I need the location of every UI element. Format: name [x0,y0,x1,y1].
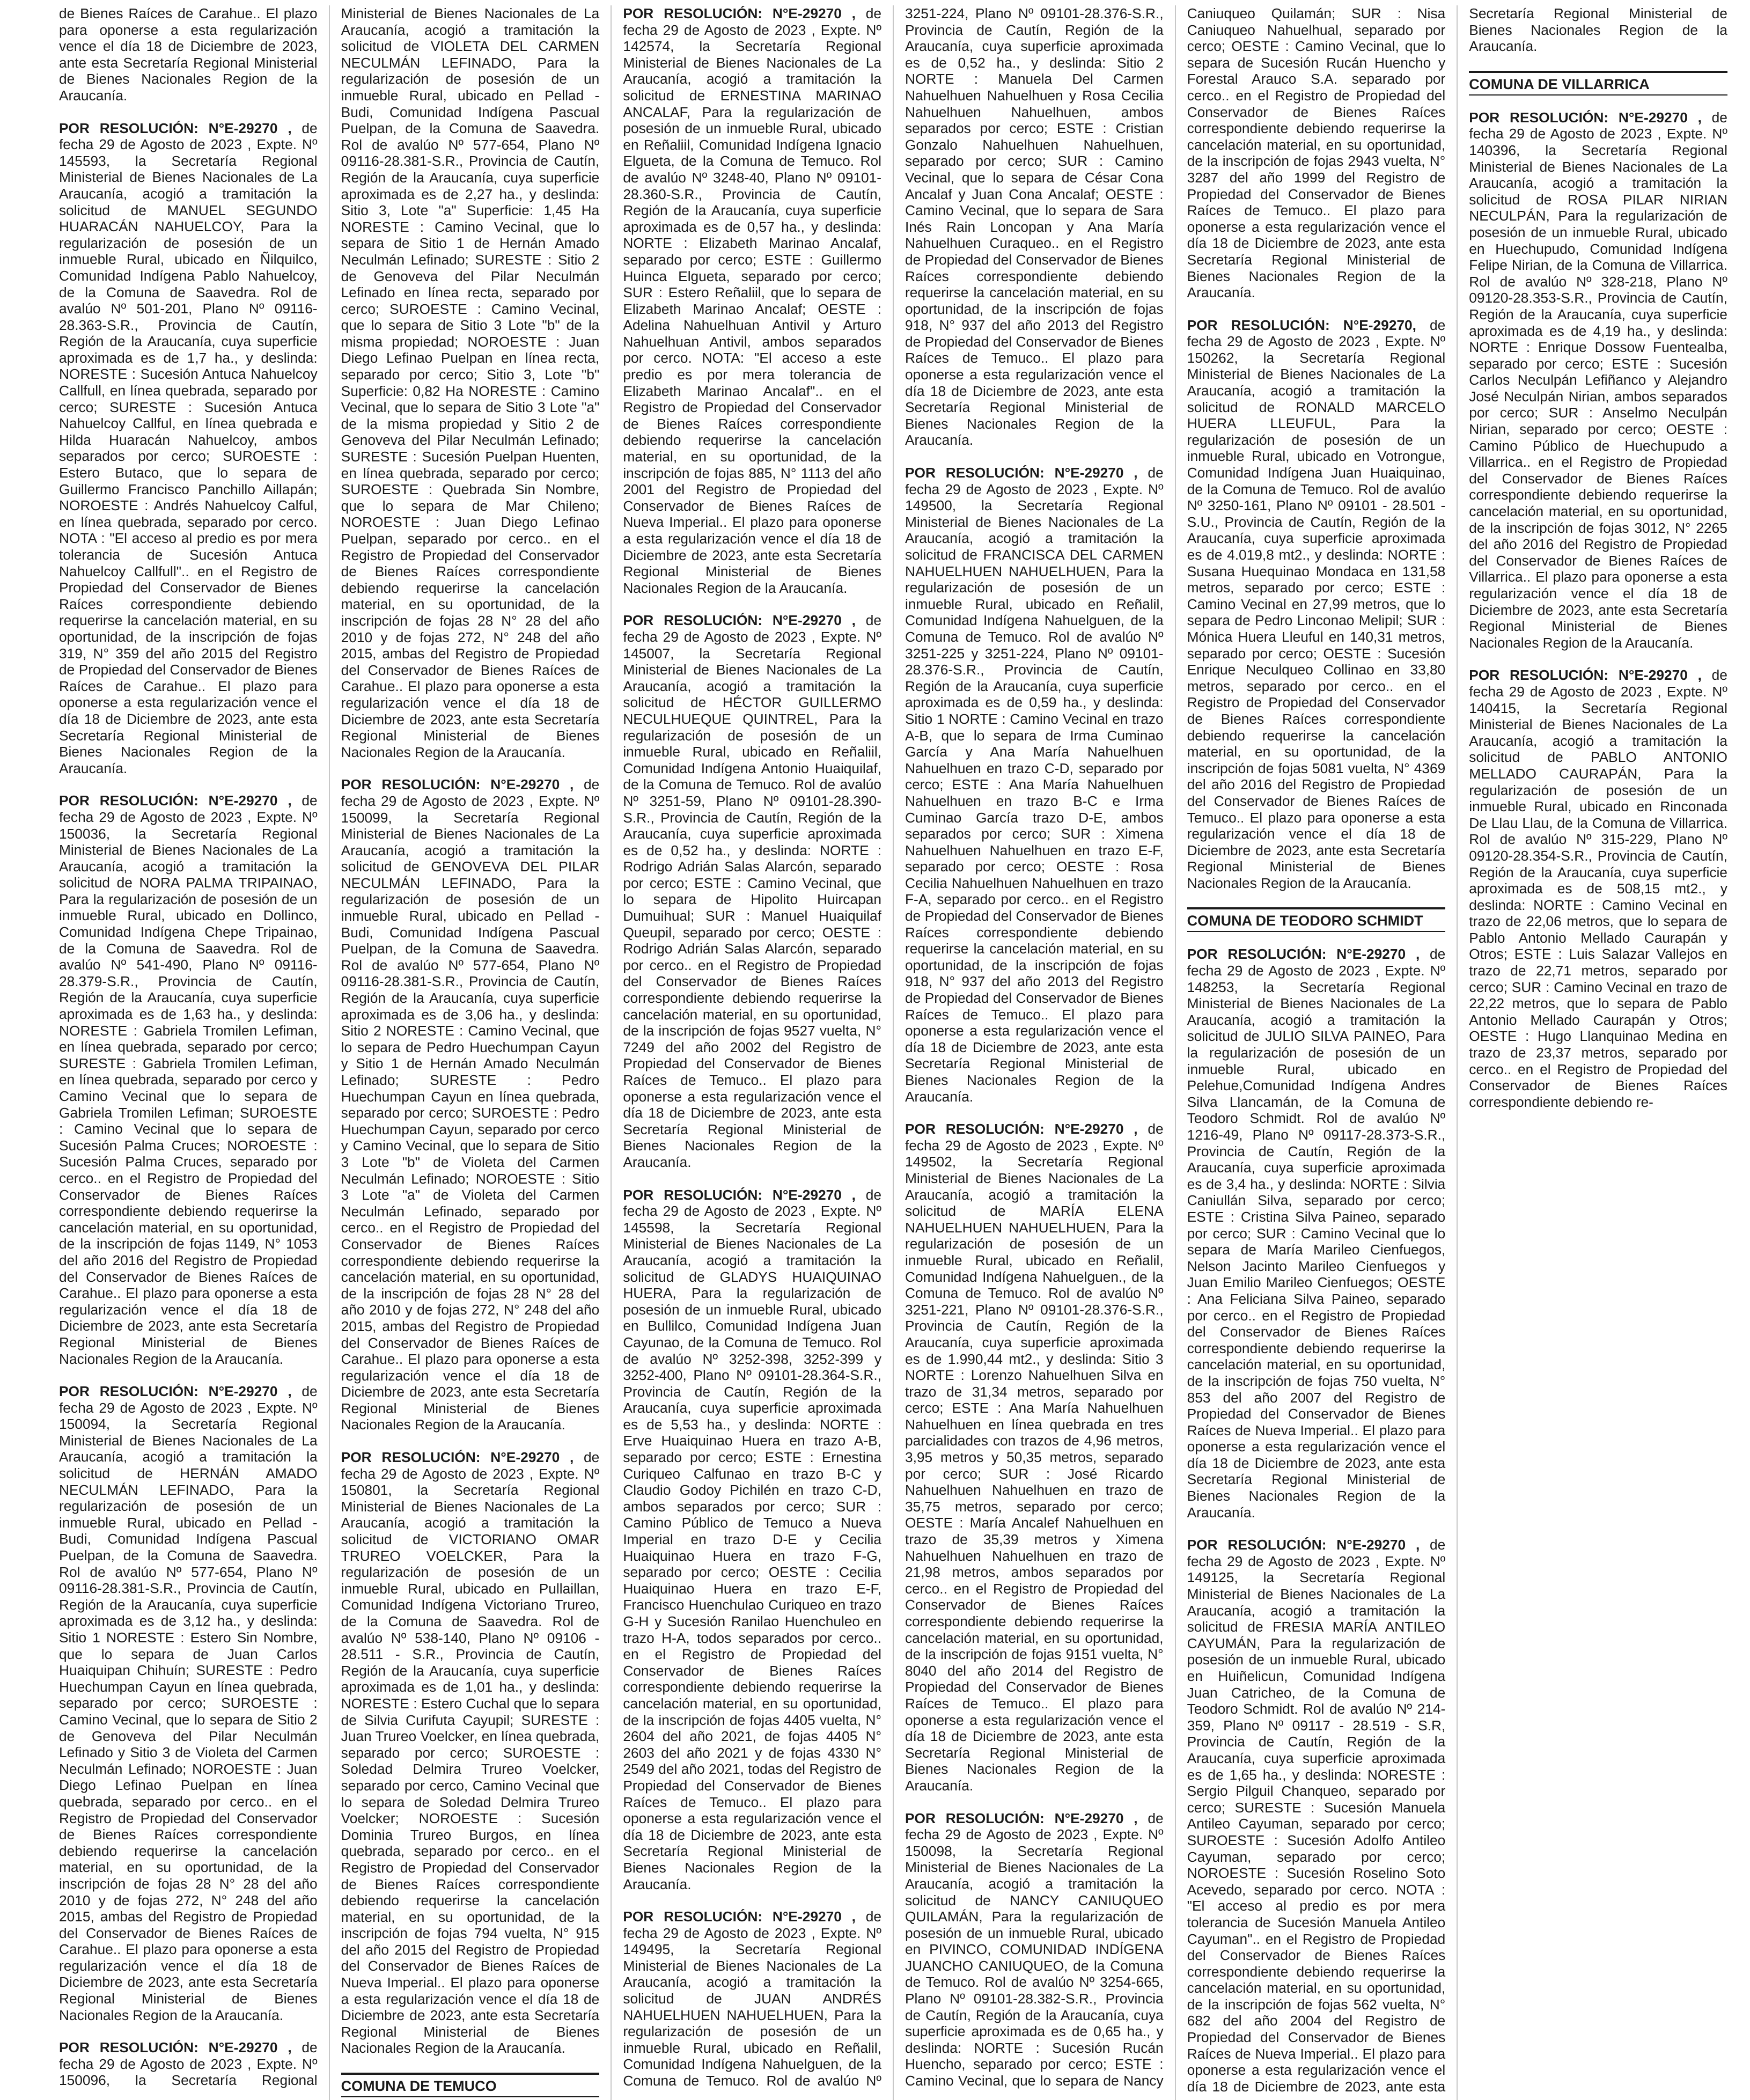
notice-body: de fecha 29 de Agosto de 2023 , Expte. Nº 149502, la Secretaría Regional Ministerial de Bienes Nacionales de La Araucanía, acogió a tramitación la solicitud de MARÍA ELENA NAHUELHUEN NAHUELHUEN, Para la regularización de posesión de un inmueble Rural, ubicado en Reñalil, Comunidad Indígena Nahuelguen., de la Comuna de Temuco. Rol de avalúo Nº 3251-221, Plano Nº 09101-28.376-S.R., Provincia de Cautín, Región de la Araucanía, cuya superficie aproximada es de 1.990,44 mt2., y deslinda: Sitio 3 NORTE : Lorenzo Nahuelhuen Silva en trazo de 31,34 metros, separado por cerco; ESTE : Ana María Nahuelhuen Nahuelhuen en línea quebrada en tres parcialidades con trazos de 4,96 metros, 3,95 metros y 50,35 metros, separado por cerco; SUR : José Ricardo Nahuelhuen Nahuelhuen en trazo de 35,75 metros, separado por cerco; OESTE : María Ancalef Nahuelhuen en trazo de 35,39 metros y Ximena Nahuelhuen Nahuelhuen en trazo de 21,98 metros, ambos separados por cerco.. en el Registro de Propiedad del Conservador de Bienes Raíces correspondiente debiendo requerirse la cancelación material, en su oportunidad, de la inscripción de fojas 9151 vuelta, N° 8040 del año 2014 del Registro de Propiedad del Conservador de Bienes Raíces de Temuco.. El plazo para oponerse a esta regularización vence el día 18 de Diciembre de 2023, ante esta Secretaría Regional Ministerial de Bienes Nacionales Region de la Araucanía. [905,1121,1164,1794]
notice-body: de fecha 29 de Agosto de 2023 , Expte. Nº 150094, la Secretaría Regional Ministerial de Bienes Nacionales de La Araucanía, acogió a tramitación la solicitud de HERNÁN AMADO NECULMÁN LEFINADO, Para la regularización de posesión de un inmueble Rural, ubicado en Pellad - Budi, Comunidad Indígena Pascual Puelpan, de la Comuna de Saavedra. Rol de avalúo Nº 577-654, Plano Nº 09116-28.381-S.R., Provincia de Cautín, Región de la Araucanía, cuya superficie aproximada es de 3,12 ha., y deslinda: Sitio 1 NORESTE : Estero Sin Nombre, que lo separa de Juan Carlos Huaiquipan Chihuín; SURESTE : Pedro Huechumpan Cayun en línea quebrada, separado por cerco; SUROESTE : Camino Vecinal, que lo separa de Sitio 2 de Genoveva del Pilar Neculmán Lefinado y Sitio 3 de Violeta del Carmen Neculmán Lefinado; NOROESTE : Juan Diego Lefinao Puelpan en línea quebrada, separado por cerco.. en el Registro de Propiedad del Conservador de Bienes Raíces correspondiente debiendo requerirse la cancelación material, en su oportunidad, de la inscripción de fojas 28 N° 28 del año 2010 y de fojas 272, N° 248 del año 2015, ambas del Registro de Propiedad del Conservador de Bienes Raíces de Carahue.. El plazo para oponerse a esta regularización vence el día 18 de Diciembre de 2023, ante esta Secretaría Regional Ministerial de Bienes Nacionales Region de la Araucanía. [59,1383,318,2023]
notice-paragraph [59,792,318,1367]
notice-lead: POR RESOLUCIÓN: N°E-29270 , [1469,667,1702,684]
notice-body: de fecha 29 de Agosto de 2023 , Expte. Nº 145598, la Secretaría Regional Ministerial de Bienes Nacionales de La Araucanía, acogió a tramitación la solicitud de GLADYS HUAIQUINAO HUERA, Para la regularización de posesión de un inmueble Rural, ubicado en Bullilco, Comunidad Indígena Juan Cayunao, de la Comuna de Temuco. Rol de avalúo Nº 3252-398, 3252-399 y 3252-400, Plano Nº 09101-28.364-S.R., Provincia de Cautín, Región de la Araucanía, cuya superficie aproximada es de 5,53 ha., y deslinda: NORTE : Erve Huaiquinao Huera en trazo A-B, separado por cerco; ESTE : Ernestina Curiqueo Calfunao en trazo B-C y Claudio Godoy Pichilén en trazo C-D, ambos separados por cerco; SUR : Camino Público de Temuco a Nueva Imperial en trazo D-E y Cecilia Huaiquinao Huera en trazo F-G, separado por cerco; OESTE : Cecilia Huaiquinao Huera en trazo E-F, Francisco Huenchulao Curiqueo en trazo G-H y Sucesión Ranilao Huenchuleo en trazo H-A, todos separados por cerco.. en el Registro de Propiedad del Conservador de Bienes Raíces correspondiente debiendo requerirse la cancelación material, en su oportunidad, de la inscripción de fojas 4405 vuelta, N° 2604 del año 2021, de fojas 4405 N° 2603 del año 2021 y de fojas 4330 N° 2549 del año 2021, todas del Registro de Propiedad del Conservador de Bienes Raíces de Temuco.. El plazo para oponerse a esta regularización vence el día 18 de Diciembre de 2023, ante esta Secretaría Regional Ministerial de Bienes Nacionales Region de la Araucanía. [623,1186,881,1892]
notice-paragraph [59,1383,318,2023]
notice-body: de fecha 29 de Agosto de 2023 , Expte. Nº 150036, la Secretaría Regional Ministerial de Bienes Nacionales de La Araucanía, acogió a tramitación la solicitud de NORA PALMA TRIPAINAO, Para la regularización de posesión de un inmueble Rural, ubicado en Dollinco, Comunidad Indígena Chepe Tripainao, de la Comuna de Saavedra. Rol de avalúo Nº 541-490, Plano Nº 09116-28.379-S.R., Provincia de Cautín, Región de la Araucanía, cuya superficie aproximada es de 1,63 ha., y deslinda: NORESTE : Gabriela Tromilen Lefiman, en línea quebrada, separado por cerco; SURESTE : Gabriela Tromilen Lefiman, en línea quebrada, separado por cerco y Camino Vecinal que lo separa de Gabriela Tromilen Lefiman; SUROESTE : Camino Vecinal que lo separa de Sucesión Palma Cruces; NOROESTE : Sucesión Palma Cruces, separado por cerco.. en el Registro de Propiedad del Conservador de Bienes Raíces correspondiente debiendo requerirse la cancelación material, en su oportunidad, de la inscripción de fojas 1149, N° 1053 del año 2016 del Registro de Propiedad del Conservador de Bienes Raíces de Carahue.. El plazo para oponerse a esta regularización vence el día 18 de Diciembre de 2023, ante esta Secretaría Regional Ministerial de Bienes Nacionales Region de la Araucanía. [59,792,318,1367]
notice-body: de Bienes Raíces de Carahue.. El plazo para oponerse a esta regularización vence el día 18 de Diciembre de 2023, ante esta Secretaría Regional Ministerial de Bienes Nacionales Region de la Araucanía. [59,5,318,104]
notice-paragraph [59,5,318,104]
notice-lead: POR RESOLUCIÓN: N°E-29270 , [341,776,574,793]
notice-lead: POR RESOLUCIÓN: N°E-29270 , [623,1186,856,1203]
legal-notice [341,1449,600,2057]
notice-body: de fecha 29 de Agosto de 2023 , Expte. Nº 150099, la Secretaría Regional Ministerial de Bienes Nacionales de La Araucanía, acogió a tramitación la solicitud de GENOVEVA DEL PILAR NECULMÁN LEFINADO, Para la regularización de posesión de un inmueble Rural, ubicado en Pellad - Budi, Comunidad Indígena Pascual Puelpan, de la Comuna de Saavedra. Rol de avalúo Nº 577-654, Plano Nº 09116-28.381-S.R., Provincia de Cautín, Región de la Araucanía, cuya superficie aproximada es de 3,06 ha., y deslinda: Sitio 2 NORESTE : Camino Vecinal, que lo separa de Pedro Huechumpan Cayun y Sitio 1 de Hernán Amado Neculmán Lefinado; SURESTE : Pedro Huechumpan Cayun en línea quebrada, separado por cerco; SUROESTE : Pedro Huechumpan Cayun, separado por cerco y Camino Vecinal, que lo separa de Sitio 3 Lote "b" de Violeta del Carmen Neculmán Lefinado; NOROESTE : Sitio 3 Lote "a" de Violeta del Carmen Neculmán Lefinado, separado por cerco.. en el Registro de Propiedad del Conservador de Bienes Raíces correspondiente debiendo requerirse la cancelación material, en su oportunidad, de la inscripción de fojas 28 N° 28 del año 2010 y de fojas 272, N° 248 del año 2015, ambas del Registro de Propiedad del Conservador de Bienes Raíces de Carahue.. El plazo para oponerse a esta regularización vence el día 18 de Diciembre de 2023, ante esta Secretaría Regional Ministerial de Bienes Nacionales Region de la Araucanía. [341,776,600,1433]
legal-notice [1469,109,1727,651]
notice-body: de fecha 29 de Agosto de 2023 , Expte. Nº 149500, la Secretaría Regional Ministerial de Bienes Nacionales de La Araucanía, acogió a tramitación la solicitud de FRANCISCA DEL CARMEN NAHUELHUEN NAHUELHUEN, Para la regularización de posesión de un inmueble Rural, ubicado en Reñalil, Comunidad Indígena Nahuelguen, de la Comuna de Temuco. Rol de avalúo Nº 3251-225 y 3251-224, Plano Nº 09101-28.376-S.R., Provincia de Cautín, Región de la Araucanía, cuya superficie aproximada es de 0,59 ha., y deslinda: Sitio 1 NORTE : Camino Vecinal en trazo A-B, que lo separa de Irma Cuminao García y Ana María Nahuelhuen Nahuelhuen en trazo C-D, separado por cerco; ESTE : Ana María Nahuelhuen Nahuelhuen en trazo B-C e Irma Cuminao García trazo D-E, ambos separados por cerco; SUR : Ximena Nahuelhuen Nahuelhuen en trazo E-F, separado por cerco; OESTE : Rosa Cecilia Nahuelhuen Nahuelhuen en trazo F-A, separado por cerco.. en el Registro de Propiedad del Conservador de Bienes Raíces correspondiente debiendo requerirse la cancelación material, en su oportunidad, de la inscripción de fojas 918, N° 937 del año 2013 del Registro de Propiedad del Conservador de Bienes Raíces de Temuco.. El plazo para oponerse a esta regularización vence el día 18 de Diciembre de 2023, ante esta Secretaría Regional Ministerial de Bienes Nacionales Region de la Araucanía. [905,465,1164,1105]
notice-paragraph [341,776,600,1433]
notice-paragraph [623,1187,881,1893]
notice-body: de fecha 29 de Agosto de 2023 , Expte. Nº 150096, la Secretaría Regional Ministerial de Bienes Nacionales de La Araucanía, acogió a tramitación la solicitud de VIOLETA DEL CARMEN NECULMÁN LEFINADO, Para la regularización de posesión de un inmueble Rural, ubicado en Pellad - Budi, Comunidad Indígena Pascual Puelpan, de la Comuna de Saavedra. Rol de avalúo Nº 577-654, Plano Nº 09116-28.381-S.R., Provincia de Cautín, Región de la Araucanía, cuya superficie aproximada es de 2,27 ha., y deslinda: Sitio 3, Lote "a" Superficie: 1,45 Ha NORESTE : Camino Vecinal, que lo separa de Sitio 1 de Hernán Amado Neculmán Lefinado; SURESTE : Sitio 2 de Genoveva del Pilar Neculmán Lefinado en línea recta, separado por cerco; SUROESTE : Camino Vecinal, que lo separa de Sitio 3 Lote "b" de la misma propiedad; NOROESTE : Juan Diego Lefinao Puelpan en línea recta, separado por cerco; Sitio 3, Lote "b" Superficie: 0,82 Ha NORESTE : Camino Vecinal, que lo separa de Sitio 3 Lote "a" de la misma propiedad y Sitio 2 de Genoveva del Pilar Neculmán Lefinado; SURESTE : Sucesión Puelpan Huenten, en línea quebrada, separado por cerco; SUROESTE : Quebrada Sin Nombre, que lo separa de Mar Chileno; NOROESTE : Juan Diego Lefinao Puelpan, separado por cerco.. en el Registro de Propiedad del Conservador de Bienes Raíces correspondiente debiendo requerirse la cancelación material, en su oportunidad, de la inscripción de fojas 28 N° 28 del año 2010 y de fojas 272, N° 248 del año 2015, ambas del Registro de Propiedad del Conservador de Bienes Raíces de Carahue.. El plazo para oponerse a esta regularización vence el día 18 de Diciembre de 2023, ante esta Secretaría Regional Ministerial de Bienes Nacionales Region de la Araucanía. [59,5,600,2089]
notice-columns [59,5,1727,2100]
notice-lead: POR RESOLUCIÓN: N°E-29270 , [1187,946,1420,963]
notice-body: de fecha 29 de Agosto de 2023 , Expte. Nº 145007, la Secretaría Regional Ministerial de Bienes Nacionales de La Araucanía, acogió a tramitación la solicitud de HÉCTOR GUILLERMO NECULHUEQUE QUINTREL, Para la regularización de posesión de un inmueble Rural, ubicado en Reñaliil, Comunidad Indígena Antonio Huaiquilaf, de la Comuna de Temuco. Rol de avalúo Nº 3251-59, Plano Nº 09101-28.390-S.R., Provincia de Cautín, Región de la Araucanía, cuya superficie aproximada es de 0,52 ha., y deslinda: NORTE : Rodrigo Adrián Salas Alarcón, separado por cerco; ESTE : Camino Vecinal, que lo separa de Hipolito Huircapan Dumuihual; SUR : Manuel Huaiquilaf Queupil, separado por cerco; OESTE : Rodrigo Adrián Salas Alarcón, separado por cerco.. en el Registro de Propiedad del Conservador de Bienes Raíces correspondiente debiendo requerirse la cancelación material, en su oportunidad, de la inscripción de fojas 9527 vuelta, N° 7249 del año 2002 del Registro de Propiedad del Conservador de Bienes Raíces de Temuco.. El plazo para oponerse a esta regularización vence el día 18 de Diciembre de 2023, ante esta Secretaría Regional Ministerial de Bienes Nacionales Region de la Araucanía. [623,612,881,1170]
notice-lead: POR RESOLUCIÓN: N°E-29270 , [59,1383,292,1400]
notice-lead: POR RESOLUCIÓN: N°E-29270 , [905,465,1138,481]
notice-lead: POR RESOLUCIÓN: N°E-29270 , [623,5,856,21]
notice-paragraph [623,5,881,596]
section-heading: COMUNA DE TEODORO SCHMIDT [1187,907,1446,932]
legal-notice [341,776,600,1433]
notice-lead: POR RESOLUCIÓN: N°E-29270 , [905,1121,1138,1137]
legal-notice [623,5,881,596]
section-heading: COMUNA DE VILLARRICA [1469,71,1727,96]
legal-notice [905,465,1164,1105]
legal-notice [905,1121,1164,1794]
legal-notice [1469,667,1727,1110]
notice-body: de fecha 29 de Agosto de 2023 , Expte. Nº 150262, la Secretaría Regional Ministerial de Bienes Nacionales de La Araucanía, acogió a tramitación la solicitud de RONALD MARCELO HUERA LLEUFUL, Para la regularización de posesión de un inmueble Rural, ubicado en Votrongue, Comunidad Indígena Juan Huaiquinao, de la Comuna de Temuco. Rol de avalúo Nº 3250-161, Plano Nº 09101 - 28.501 - S.U., Provincia de Cautín, Región de la Araucanía, cuya superficie aproximada es de 4.019,8 mt2., y deslinda: NORTE : Susana Huequinao Mondaca en 131,58 metros, separado por cerco; ESTE : Camino Vecinal en 27,99 metros, que lo separa de Pedro Linconao Melipil; SUR : Mónica Huera Lleuful en 140,31 metros, separado por cerco; OESTE : Sucesión Enrique Neculqueo Collinao en 33,80 metros, separado por cerco.. en el Registro de Propiedad del Conservador de Bienes Raíces correspondiente debiendo requerirse la cancelación material, en su oportunidad, de la inscripción de fojas 5081 vuelta, N° 4369 del año 2016 del Registro de Propiedad del Conservador de Bienes Raíces de Temuco.. El plazo para oponerse a esta regularización vence el día 18 de Diciembre de 2023, ante esta Secretaría Regional Ministerial de Bienes Nacionales Region de la Araucanía. [1187,317,1446,891]
legal-notice [623,612,881,1170]
notice-paragraph [905,465,1164,1105]
notice-body: de fecha 29 de Agosto de 2023 , Expte. Nº 150801, la Secretaría Regional Ministerial de Bienes Nacionales de La Araucanía, acogió a tramitación la solicitud de VICTORIANO OMAR TRUREO VOELCKER, Para la regularización de posesión de un inmueble Rural, ubicado en Pullaillan, Comunidad Indígena Victoriano Trureo, de la Comuna de Saavedra. Rol de avalúo Nº 538-140, Plano Nº 09106 - 28.511 - S.R., Provincia de Cautín, Región de la Araucanía, cuya superficie aproximada es de 1,01 ha., y deslinda: NORESTE : Estero Cuchal que lo separa de Silvia Curifuta Cayupil; SURESTE : Juan Trureo Voelcker, en línea quebrada, separado por cerco; SUROESTE : Soledad Delmira Trureo Voelcker, separado por cerco, Camino Vecinal que lo separa de Soledad Delmira Trureo Voelcker; NOROESTE : Sucesión Dominia Trureo Burgos, en línea quebrada, separado por cerco.. en el Registro de Propiedad del Conservador de Bienes Raíces correspondiente debiendo requerirse la cancelación material, en su oportunidad, de la inscripción de fojas 794 vuelta, N° 915 del año 2015 del Registro de Propiedad del Conservador de Bienes Raíces de Nueva Imperial.. El plazo para oponerse a esta regularización vence el día 18 de Diciembre de 2023, ante esta Secretaría Regional Ministerial de Bienes Nacionales Region de la Araucanía. [341,1449,600,2057]
legal-notice [1187,946,1446,1521]
notice-lead: POR RESOLUCIÓN: N°E-29270 , [59,2039,292,2056]
notice-body: de fecha 29 de Agosto de 2023 , Expte. Nº 148253, la Secretaría Regional Ministerial de Bienes Nacionales de La Araucanía, acogió a tramitación la solicitud de JULIO SILVA PAINEO, Para la regularización de posesión de un inmueble Rural, ubicado en Pelehue,Comunidad Indígena Andres Silva Llancamán, de la Comuna de Teodoro Schmidt. Rol de avalúo Nº 1216-49, Plano Nº 09117-28.373-S.R., Provincia de Cautín, Región de la Araucanía, cuya superficie aproximada es de 3,4 ha., y deslinda: NORTE : Silvia Caniullán Silva, separado por cerco; ESTE : Cristina Silva Paineo, separado por cerco; SUR : Camino Vecinal que lo separa de María Marileo Cienfuegos, Nelson Jacinto Marileo Cienfuegos y Juan Emilio Marileo Cienfuegos; OESTE : Ana Feliciana Silva Paineo, separado por cerco.. en el Registro de Propiedad del Conservador de Bienes Raíces correspondiente debiendo requerirse la cancelación material, en su oportunidad, de la inscripción de fojas 750 vuelta, N° 853 del año 2007 del Registro de Propiedad del Conservador de Bienes Raíces de Nueva Imperial.. El plazo para oponerse a esta regularización vence el día 18 de Diciembre de 2023, ante esta Secretaría Regional Ministerial de Bienes Nacionales Region de la Araucanía. [1187,946,1446,1521]
notice-paragraph [623,612,881,1170]
notice-body: de fecha 29 de Agosto de 2023 , Expte. Nº 149125, la Secretaría Regional Ministerial de Bienes Nacionales de La Araucanía, acogió a tramitación la solicitud de FRESIA MARÍA ANTILEO CAYUMÁN, Para la regularización de posesión de un inmueble Rural, ubicado en Huiñelicun, Comunidad Indígena Juan Catricheo, de la Comuna de Teodoro Schmidt. Rol de avalúo Nº 214-359, Plano Nº 09117 - 28.519 - S.R, Provincia de Cautín, Región de la Araucanía, cuya superficie aproximada es de 1,65 ha., y deslinda: NORESTE : Sergio Pilguil Chanqueo, separado por cerco; SURESTE : Sucesión Manuela Antileo Cayuman, separado por cerco; SUROESTE : Sucesión Adolfo Antileo Cayuman, separado por cerco; NOROESTE : Sucesión Roselino Soto Acevedo, separado por cerco. NOTA : "El acceso al predio es por mera tolerancia de Sucesión Manuela Antileo Cayuman".. en el Registro de Propiedad del Conservador de Bienes Raíces correspondiente debiendo requerirse la cancelación material, en su oportunidad, de la inscripción de fojas 562 vuelta, N° 682 del año 2004 del Registro de Propiedad del Conservador de Bienes Raíces de Nueva Imperial.. El plazo para oponerse a esta regularización vence el día 18 de Diciembre de 2023, ante esta Secretaría Regional Ministerial de Bienes Nacionales Region de la Araucanía. [1187,5,1727,2095]
legal-notice [59,5,318,104]
notice-body: de fecha 29 de Agosto de 2023 , Expte. Nº 149495, la Secretaría Regional Ministerial de Bienes Nacionales de La Araucanía, acogió a tramitación la solicitud de JUAN ANDRÉS NAHUELHUEN NAHUELHUEN, Para la regularización de posesión de un inmueble Rural, ubicado en Reñalil, Comunidad Indígena Nahuelguen, de la Comuna de Temuco. Rol de avalúo Nº 3251-224, Plano Nº 09101-28.376-S.R., Provincia de Cautín, Región de la Araucanía, cuya superficie aproximada es de 0,52 ha., y deslinda: Sitio 2 NORTE : Manuela Del Carmen Nahuelhuen Nahuelhuen y Rosa Cecilia Nahuelhuen Nahuelhuen, ambos separados por cerco; ESTE : Cristian Gonzalo Nahuelhuen Nahuelhuen, separado por cerco; SUR : Camino Vecinal, que lo separa de César Cona Ancalaf y Juan Cona Ancalaf; OESTE : Camino Vecinal, que lo separa de Sara Inés Rain Loncopan y Ana María Nahuelhuen Curaqueo.. en el Registro de Propiedad del Conservador de Bienes Raíces correspondiente debiendo requerirse la cancelación material, en su oportunidad, de la inscripción de fojas 918, N° 937 del año 2013 del Registro de Propiedad del Conservador de Bienes Raíces de Temuco.. El plazo para oponerse a esta regularización vence el día 18 de Diciembre de 2023, ante esta Secretaría Regional Ministerial de Bienes Nacionales Region de la Araucanía. [623,5,1164,2089]
notice-lead: POR RESOLUCIÓN: N°E-29270 , [623,612,856,629]
notice-paragraph [905,1121,1164,1794]
notice-lead: POR RESOLUCIÓN: N°E-29270 , [905,1810,1138,1826]
legal-notice [59,792,318,1367]
notice-lead: POR RESOLUCIÓN: N°E-29270 , [341,1449,574,1466]
notice-paragraph [1469,667,1727,1110]
notice-paragraph [341,1449,600,2057]
notice-lead: POR RESOLUCIÓN: N°E-29270, [1187,317,1416,333]
notice-body: de fecha 29 de Agosto de 2023 , Expte. Nº 142574, la Secretaría Regional Ministerial de Bienes Nacionales de La Araucanía, acogió a tramitación la solicitud de ERNESTINA MARINAO ANCALAF, Para la regularización de posesión de un inmueble Rural, ubicado en Reñaliil, Comunidad Indígena Ignacio Elgueta, de la Comuna de Temuco. Rol de avalúo Nº 3248-40, Plano Nº 09101-28.360-S.R., Provincia de Cautín, Región de la Araucanía, cuya superficie aproximada es de 0,57 ha., y deslinda: NORTE : Elizabeth Marinao Ancalaf, separado por cerco; ESTE : Guillermo Huinca Elgueta, separado por cerco; SUR : Estero Reñaliil, que lo separa de Elizabeth Marinao Ancalaf; OESTE : Adelina Nahuelhuan Antivil y Arturo Nahuelhuan Antivil, ambos separados por cerco. NOTA: "El acceso a este predio es por mera tolerancia de Elizabeth Marinao Ancalaf".. en el Registro de Propiedad del Conservador de Bienes Raíces correspondiente debiendo requerirse la cancelación material, en su oportunidad, de la inscripción de fojas 885, N° 1113 del año 2001 del Registro de Propiedad del Conservador de Bienes Raíces de Nueva Imperial.. El plazo para oponerse a esta regularización vence el día 18 de Diciembre de 2023, ante esta Secretaría Regional Ministerial de Bienes Nacionales Region de la Araucanía. [623,5,881,596]
notice-paragraph [1187,946,1446,1521]
legal-notice [623,1187,881,1893]
notice-body: de fecha 29 de Agosto de 2023 , Expte. Nº 140396, la Secretaría Regional Ministerial de Bienes Nacionales de La Araucanía, acogió a tramitación la solicitud de ROSA PILAR NIRIAN NECULPÁN, Para la regularización de posesión de un inmueble Rural, ubicado en Huechupudo, Comunidad Indígena Felipe Nirian, de la Comuna de Villarrica. Rol de avalúo Nº 328-218, Plano Nº 09120-28.353-S.R., Provincia de Cautín, Región de la Araucanía, cuya superficie aproximada es de 4,19 ha., y deslinda: NORTE : Enrique Dossow Fuentealba, separado por cerco; ESTE : Sucesión Carlos Neculpán Lefiñanco y Alejandro José Neculpán Nirian, ambos separados por cerco; SUR : Anselmo Neculpán Nirian, separado por cerco; OESTE : Camino Público de Huechupudo a Villarrica.. en el Registro de Propiedad del Conservador de Bienes Raíces correspondiente debiendo requerirse la cancelación material, en su oportunidad, de la inscripción de fojas 3012, N° 2265 del año 2016 del Registro de Propiedad del Conservador de Bienes Raíces de Villarrica.. El plazo para oponerse a esta regularización vence el día 18 de Diciembre de 2023, ante esta Secretaría Regional Ministerial de Bienes Nacionales Region de la Araucanía. [1469,109,1727,651]
notice-body: de fecha 29 de Agosto de 2023 , Expte. Nº 145593, la Secretaría Regional Ministerial de Bienes Nacionales de La Araucanía, acogió a tramitación la solicitud de MANUEL SEGUNDO HUARACÁN NAHUELCOY, Para la regularización de posesión de un inmueble Rural, ubicado en Ñilquilco, Comunidad Indígena Pablo Nahuelcoy, de la Comuna de Saavedra. Rol de avalúo Nº 501-201, Plano Nº 09116-28.363-S.R., Provincia de Cautín, Región de la Araucanía, cuya superficie aproximada es de 1,7 ha., y deslinda: NORESTE : Sucesión Antuca Nahuelcoy Callfull, en línea quebrada, separado por cerco; SURESTE : Sucesión Antuca Nahuelcoy Callful, en línea quebrada e Hilda Huaracán Nahuelcoy, ambos separados por cerco; SUROESTE : Estero Butaco, que lo separa de Guillermo Francisco Panchillo Aillapán; NOROESTE : Andrés Nahuelcoy Calful, en línea quebrada, separado por cerco. NOTA : "El acceso al predio es por mera tolerancia de Sucesión Antuca Nahuelcoy Callfull".. en el Registro de Propiedad del Conservador de Bienes Raíces correspondiente debiendo requerirse la cancelación material, en su oportunidad, de la inscripción de fojas 319, N° 359 del año 2015 del Registro de Propiedad del Conservador de Bienes Raíces de Carahue.. El plazo para oponerse a esta regularización vence el día 18 de Diciembre de 2023, ante esta Secretaría Regional Ministerial de Bienes Nacionales Region de la Araucanía. [59,120,318,776]
notice-body: de fecha 29 de Agosto de 2023 , Expte. Nº 140415, la Secretaría Regional Ministerial de Bienes Nacionales de La Araucanía, acogió a tramitación la solicitud de PABLO ANTONIO MELLADO CAURAPÁN, Para la regularización de posesión de un inmueble Rural, ubicado en Rinconada De Llau Llau, de la Comuna de Villarrica. Rol de avalúo Nº 315-229, Plano Nº 09120-28.354-S.R., Provincia de Cautín, Región de la Araucanía, cuya superficie aproximada es de 508,15 mt2., y deslinda: NORTE : Camino Vecinal en trazo de 22,06 metros, que lo separa de Pablo Antonio Mellado Caurapán y Otros; ESTE : Luis Salazar Vallejos en trazo de 22,71 metros, separado por cerco; SUR : Camino Vecinal en trazo de 22,22 metros, que lo separa de Pablo Antonio Mellado Caurapán y Otros; OESTE : Hugo Llanquinao Medina en trazo de 23,37 metros, separado por cerco.. en el Registro de Propiedad del Conservador de Bienes Raíces correspondiente debiendo re- [1469,667,1727,1110]
notice-lead: POR RESOLUCIÓN: N°E-29270 , [1469,109,1702,126]
notice-lead: POR RESOLUCIÓN: N°E-29270 , [59,120,292,136]
legal-notice [59,1383,318,2023]
notice-paragraph [59,120,318,777]
notice-paragraph [1469,109,1727,651]
legal-notice [59,120,318,777]
notice-lead: POR RESOLUCIÓN: N°E-29270 , [59,792,292,809]
section-heading: COMUNA DE TEMUCO [341,2073,600,2097]
notice-paragraph [1187,317,1446,892]
notice-body: de fecha 29 de Agosto de 2023 , Expte. Nº 150098, la Secretaría Regional Ministerial de Bienes Nacionales de La Araucanía, acogió a tramitación la solicitud de NANCY CANIUQUEO QUILAMÁN, Para la regularización de posesión de un inmueble Rural, ubicado en PIVINCO, COMUNIDAD INDÍGENA JUANCHO CANIUQUEO, de la Comuna de Temuco. Rol de avalúo Nº 3254-665, Plano Nº 09101-28.382-S.R., Provincia de Cautín, Región de la Araucanía, cuya superficie aproximada es de 0,65 ha., y deslinda: NORTE : Sucesión Rucán Huencho, separado por cerco; ESTE : Camino Vecinal, que lo separa de Nancy Caniuqueo Quilamán; SUR : Nisa Caniuqueo Nahuelhual, separado por cerco; OESTE : Camino Vecinal, que lo separa de Sucesión Rucán Huencho y Forestal Arauco S.A. separado por cerco.. en el Registro de Propiedad del Conservador de Bienes Raíces correspondiente debiendo requerirse la cancelación material, en su oportunidad, de la inscripción de fojas 2943 vuelta, N° 3287 del año 1999 del Registro de Propiedad del Conservador de Bienes Raíces de Temuco.. El plazo para oponerse a esta regularización vence el día 18 de Diciembre de 2023, ante esta Secretaría Regional Ministerial de Bienes Nacionales Region de la Araucanía. [905,5,1446,2089]
legal-notice [1187,317,1446,892]
notice-lead: POR RESOLUCIÓN: N°E-29270 , [623,1908,856,1925]
notice-lead: POR RESOLUCIÓN: N°E-29270 , [1187,1537,1420,1553]
